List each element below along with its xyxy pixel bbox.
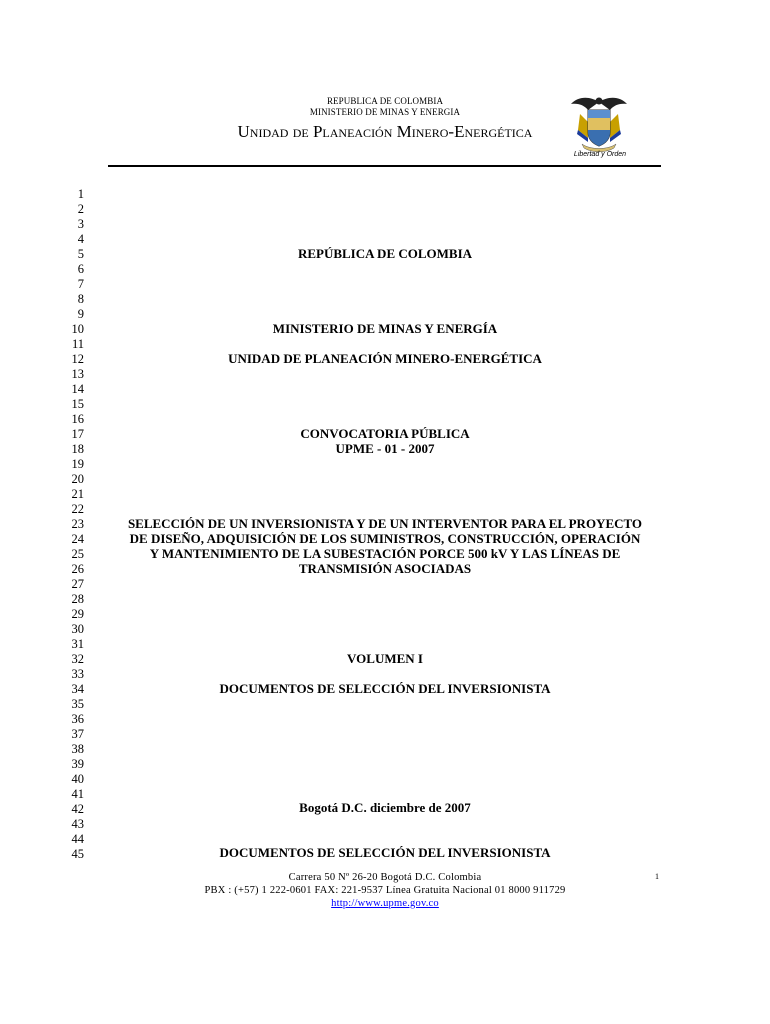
footer-phones: PBX : (+57) 1 222-0601 FAX: 221-9537 Línea Gratuita Nacional 01 8000 911729 [204, 885, 566, 896]
line-number: 12 [71, 352, 84, 366]
footer-website-link[interactable]: http://www.upme.gov.co [331, 898, 439, 909]
line-number: 30 [71, 622, 84, 636]
line-number: 20 [71, 472, 84, 486]
call-title: CONVOCATORIA PÚBLICA [300, 426, 470, 441]
line-number: 21 [71, 487, 84, 501]
line-number: 7 [77, 277, 84, 291]
header-unit-title: Unidad de Planeación Minero-Energética [237, 122, 533, 141]
repeat-title: DOCUMENTOS DE SELECCIÓN DEL INVERSIONISTA [219, 845, 551, 860]
place-date: Bogotá D.C. diciembre de 2007 [299, 800, 471, 815]
line-number: 23 [71, 517, 84, 531]
line-number: 19 [71, 457, 84, 471]
header-divider [108, 165, 661, 167]
line-number: 45 [71, 847, 84, 861]
line-number: 40 [71, 772, 84, 786]
line-number: 42 [71, 802, 84, 816]
line-number: 24 [71, 532, 84, 546]
line-number: 28 [71, 592, 84, 606]
line-number: 43 [71, 817, 84, 831]
header-republic: REPUBLICA DE COLOMBIA [326, 96, 444, 106]
body-unit: UNIDAD DE PLANEACIÓN MINERO-ENERGÉTICA [228, 351, 542, 366]
line-number: 5 [77, 247, 84, 261]
line-number: 8 [77, 292, 84, 306]
line-number: 44 [71, 832, 84, 846]
volume-label: VOLUMEN I [347, 651, 423, 666]
body-ministry: MINISTERIO DE MINAS Y ENERGÍA [272, 321, 498, 336]
footer-address: Carrera 50 Nº 26-20 Bogotá D.C. Colombia [288, 872, 482, 883]
line-number: 29 [71, 607, 84, 621]
line-number: 18 [71, 442, 84, 456]
line-number: 3 [77, 217, 84, 231]
line-number: 10 [71, 322, 84, 336]
line-number: 32 [71, 652, 84, 666]
subject-line: TRANSMISIÓN ASOCIADAS [298, 561, 472, 576]
line-number: 25 [71, 547, 84, 561]
line-number: 31 [71, 637, 84, 651]
line-number: 39 [71, 757, 84, 771]
seal-motto: Libertad y Orden [573, 151, 627, 158]
line-number: 33 [71, 667, 84, 681]
subject-line: SELECCIÓN DE UN INVERSIONISTA Y DE UN INTERVENTOR PARA EL PROYECTO [127, 516, 643, 531]
line-number: 1 [77, 187, 84, 201]
line-number: 17 [71, 427, 84, 441]
body-republic: REPÚBLICA DE COLOMBIA [297, 246, 473, 261]
line-number: 35 [71, 697, 84, 711]
line-number: 36 [71, 712, 84, 726]
subject-paragraph [100, 516, 670, 576]
line-number: 9 [77, 307, 84, 321]
subject-line: DE DISEÑO, ADQUISICIÓN DE LOS SUMINISTROS, CONSTRUCCIÓN, OPERACIÓN [129, 531, 641, 546]
line-number: 27 [71, 577, 84, 591]
line-number: 37 [71, 727, 84, 741]
line-number: 6 [77, 262, 84, 276]
line-number: 26 [71, 562, 84, 576]
line-number: 38 [71, 742, 84, 756]
subject-line: Y MANTENIMIENTO DE LA SUBESTACIÓN PORCE 500 kV Y LAS LÍNEAS DE [149, 546, 621, 561]
line-number: 41 [71, 787, 84, 801]
line-number: 2 [77, 202, 84, 216]
line-number: 16 [71, 412, 84, 426]
line-number: 22 [71, 502, 84, 516]
line-number: 4 [77, 232, 84, 246]
volume-title: DOCUMENTOS DE SELECCIÓN DEL INVERSIONISTA [219, 681, 551, 696]
line-number: 15 [71, 397, 84, 411]
header-ministry: MINISTERIO DE MINAS Y ENERGIA [309, 107, 461, 117]
page-number: 1 [655, 872, 659, 881]
line-number: 11 [71, 337, 84, 351]
line-number: 13 [71, 367, 84, 381]
line-number: 14 [71, 382, 84, 396]
call-code: UPME - 01 - 2007 [335, 441, 435, 456]
line-number: 34 [71, 682, 84, 696]
